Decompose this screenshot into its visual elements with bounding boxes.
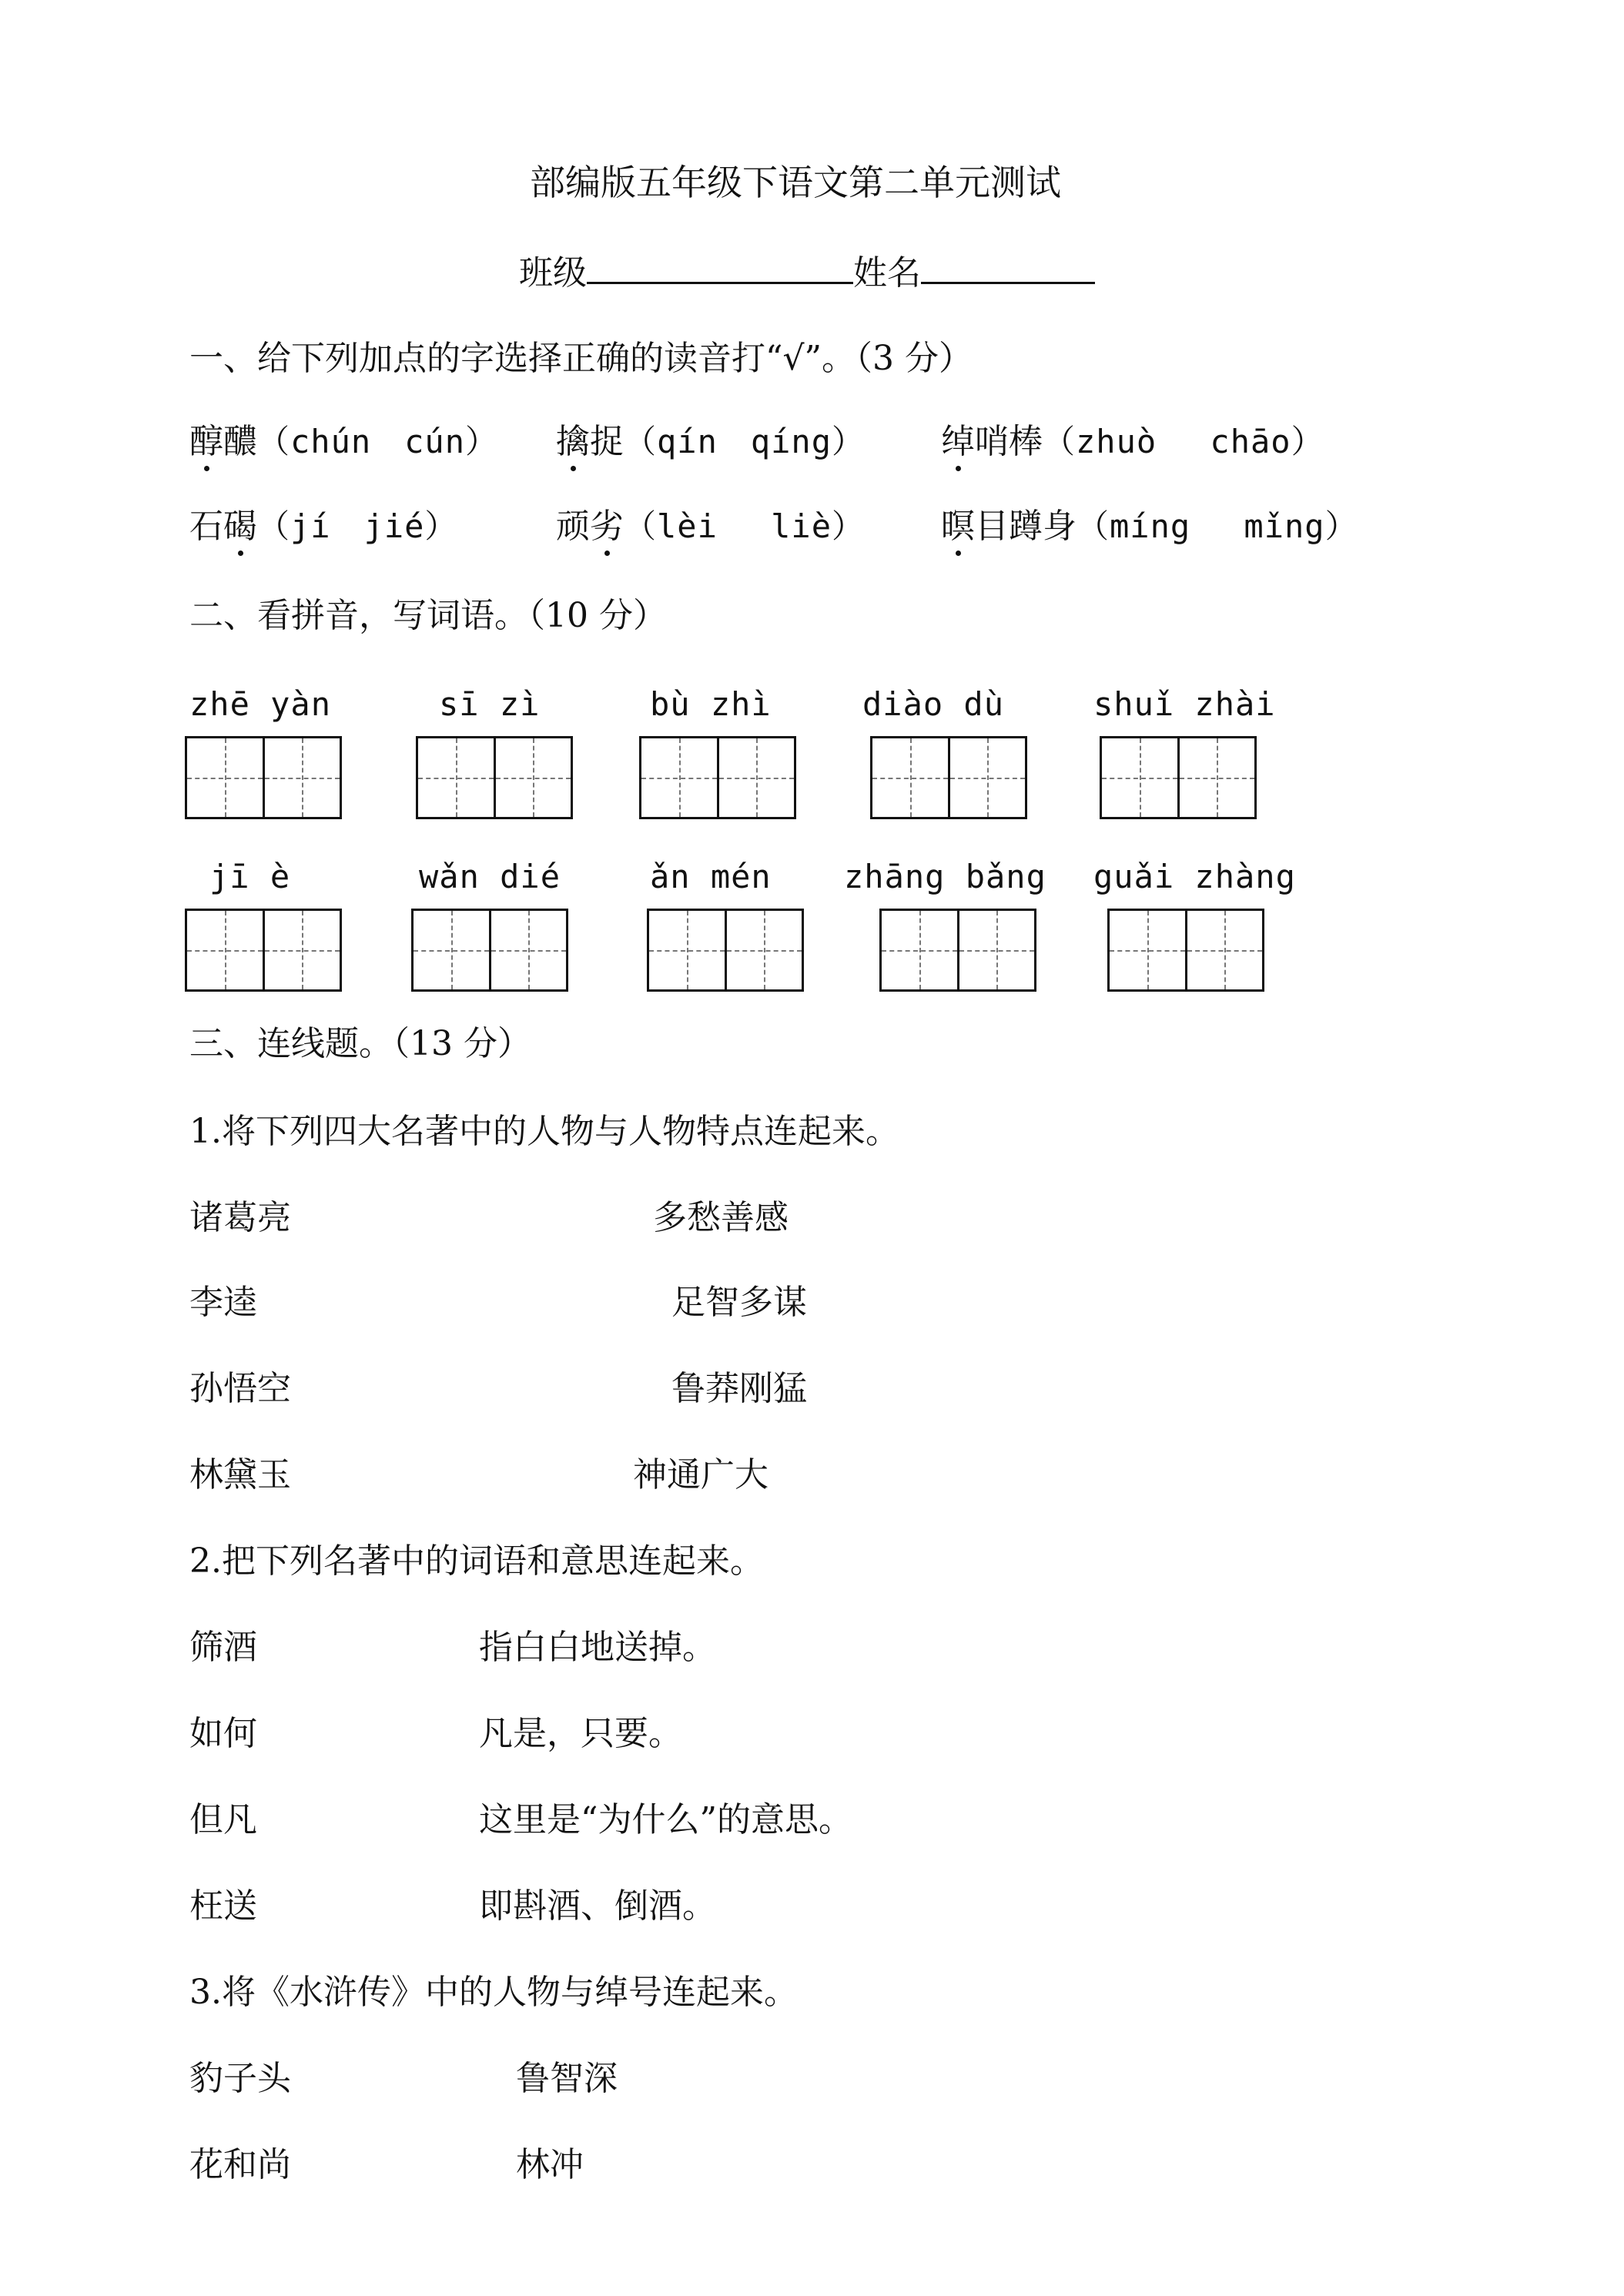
pinyin-label: ǎn mén: [650, 858, 772, 895]
student-info-line: [519, 253, 1095, 293]
match-left-item[interactable]: 如何: [189, 1714, 257, 1753]
section1-heading: 一、给下列加点的字选择正确的读音打“√”。（3 分）: [189, 339, 973, 378]
writing-grid[interactable]: [879, 909, 1036, 992]
writing-grid[interactable]: [411, 909, 568, 992]
pinyin-label: sī zì: [439, 685, 541, 723]
section2-heading: 二、看拼音，写词语。（10 分）: [189, 596, 667, 635]
dotted-char: 碣: [223, 507, 257, 546]
match-left-item[interactable]: 但凡: [189, 1800, 257, 1839]
pronunciation-item[interactable]: 擒捉（qín qíng）: [556, 422, 866, 461]
pronunciation-item[interactable]: 顽劣（lèi liè）: [556, 507, 866, 546]
pronunciation-options: （míng mǐng）: [1077, 507, 1358, 545]
match-left-item[interactable]: 孙悟空: [189, 1369, 291, 1408]
dotted-char: 绰: [941, 422, 975, 461]
pinyin-label: wǎn dié: [419, 858, 561, 895]
match-left-item[interactable]: 林黛玉: [189, 1455, 291, 1494]
pronunciation-options: （qín qíng）: [624, 423, 866, 460]
match-right-item[interactable]: 凡是，只要。: [479, 1714, 682, 1753]
writing-grid[interactable]: [647, 909, 804, 992]
match-left-item[interactable]: 李逵: [189, 1283, 257, 1322]
match-right-item[interactable]: 指白白地送掉。: [479, 1628, 716, 1667]
writing-grid[interactable]: [870, 736, 1027, 819]
match-left-item[interactable]: 诸葛亮: [189, 1198, 291, 1237]
match-right-item[interactable]: 神通广大: [633, 1455, 768, 1494]
match-left-item[interactable]: 筛酒: [189, 1628, 257, 1667]
section3-heading: 三、连线题。（13 分）: [189, 1024, 531, 1063]
page-title: 部编版五年级下语文第二单元测试: [530, 162, 1061, 203]
pinyin-label: bù zhì: [650, 685, 772, 723]
match-right-item[interactable]: 多愁善感: [653, 1198, 789, 1237]
match-right-item[interactable]: 鲁智深: [516, 2059, 618, 2098]
writing-grid[interactable]: [639, 736, 796, 819]
q1-title: 1.将下列四大名著中的人物与人物特点连起来。: [189, 1112, 899, 1151]
class-blank[interactable]: [587, 254, 853, 284]
match-right-item[interactable]: 这里是“为什么”的意思。: [479, 1800, 852, 1839]
pronunciation-item[interactable]: 绰哨棒（zhuò chāo）: [941, 422, 1324, 461]
match-left-item[interactable]: 花和尚: [189, 2145, 291, 2184]
pronunciation-options: （jí jié）: [257, 507, 458, 545]
writing-grid[interactable]: [185, 736, 342, 819]
pinyin-label: zhē yàn: [189, 685, 332, 723]
pronunciation-options: （zhuò chāo）: [1043, 423, 1324, 460]
class-label: 班级: [519, 253, 587, 293]
pronunciation-item[interactable]: 醇醲（chún cún）: [189, 422, 499, 461]
writing-grid[interactable]: [1107, 909, 1264, 992]
dotted-char: 暝: [941, 507, 975, 546]
match-left-item[interactable]: 枉送: [189, 1886, 257, 1926]
name-blank[interactable]: [921, 254, 1095, 284]
pinyin-label: guǎi zhàng: [1093, 858, 1296, 895]
writing-grid[interactable]: [1100, 736, 1257, 819]
pronunciation-item[interactable]: 石碣（jí jié）: [189, 507, 458, 546]
pronunciation-options: （lèi liè）: [624, 507, 866, 545]
pinyin-label: jī è: [209, 858, 291, 895]
dotted-char: 醇: [189, 422, 223, 461]
pinyin-label: zhāng bǎng: [844, 858, 1046, 895]
match-right-item[interactable]: 林冲: [516, 2145, 584, 2184]
match-right-item[interactable]: 鲁莽刚猛: [671, 1369, 807, 1408]
dotted-char: 劣: [590, 507, 624, 546]
match-right-item[interactable]: 即斟酒、倒酒。: [479, 1886, 716, 1926]
pronunciation-options: （chún cún）: [257, 423, 499, 460]
writing-grid[interactable]: [185, 909, 342, 992]
name-label: 姓名: [853, 253, 921, 293]
match-left-item[interactable]: 豹子头: [189, 2059, 291, 2098]
match-right-item[interactable]: 足智多谋: [671, 1283, 807, 1322]
writing-grid[interactable]: [416, 736, 573, 819]
q2-title: 2.把下列名著中的词语和意思连起来。: [189, 1541, 764, 1581]
pinyin-label: diào dù: [862, 685, 1005, 723]
pinyin-label: shuǐ zhài: [1093, 685, 1276, 723]
dotted-char: 擒: [556, 422, 590, 461]
pronunciation-item[interactable]: 暝目蹲身（míng mǐng）: [941, 507, 1358, 546]
q3-title: 3.将《水浒传》中的人物与绰号连起来。: [189, 1973, 798, 2012]
